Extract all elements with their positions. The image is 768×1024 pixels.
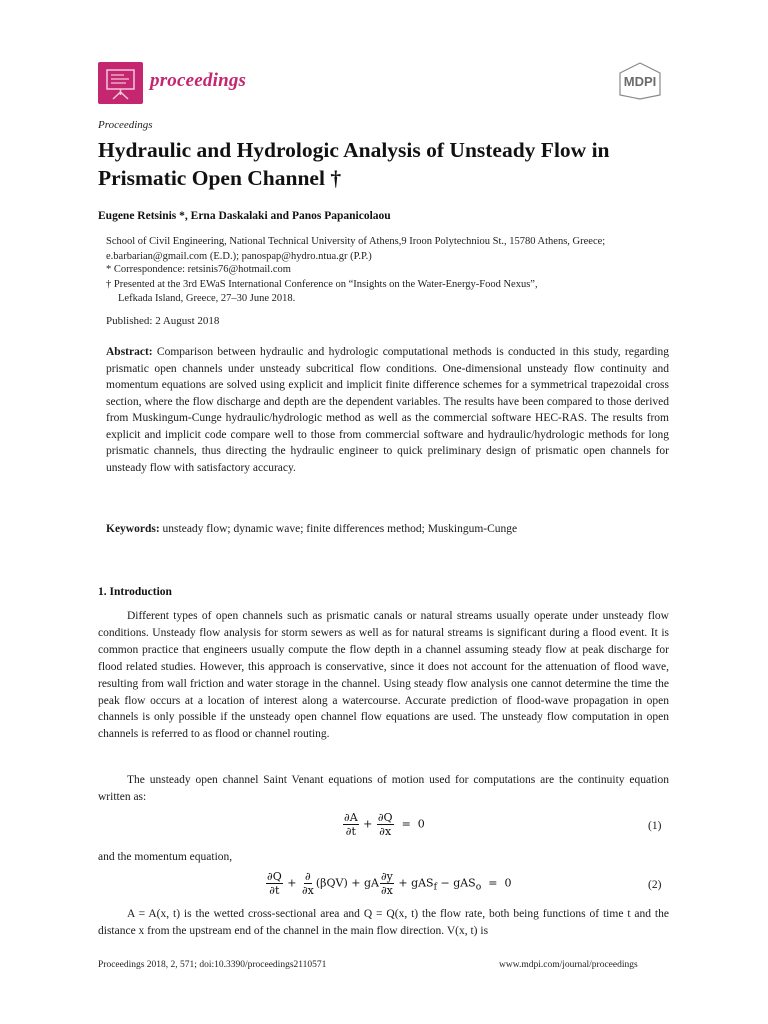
published-date: Published: 2 August 2018 bbox=[106, 315, 220, 327]
continuity-intro: The unsteady open channel Saint Venant equations of motion used for computations are the continuity equation written as: bbox=[98, 774, 669, 803]
section-heading: 1. Introduction bbox=[98, 586, 172, 598]
presented-note-cont: Lefkada Island, Greece, 27–30 June 2018. bbox=[118, 293, 296, 304]
proceedings-logo bbox=[98, 62, 143, 104]
affiliation: School of Civil Engineering, National Technical University of Athens,9 Iroon Polytechniou St., 15780 Athens, Greece; e.barbarian@gmail.com (E.D.); panospap@hydro.ntua.gr (P.P.) bbox=[106, 236, 606, 262]
momentum-intro: and the momentum equation, bbox=[98, 851, 233, 863]
abstract bbox=[106, 344, 669, 476]
equation-1-number: (1) bbox=[648, 820, 662, 832]
journal-label: Proceedings bbox=[98, 119, 153, 131]
keywords bbox=[106, 521, 669, 538]
correspondence: * Correspondence: retsinis76@hotmail.com bbox=[106, 264, 291, 275]
mdpi-logo bbox=[610, 62, 670, 100]
equation-2: $\frac{\partial Q}{\partial t}$ + $\frac{\partial}{\partial x}$ (βQV) + gA $\frac{\partial y}{\partial x}$ + gAS$_f$ − gAS$_o$ = 0 bbox=[267, 870, 512, 897]
footer-citation: Proceedings 2018, 2, 571; doi:10.3390/proceedings2110571 bbox=[98, 960, 327, 970]
publisher-name: MDPI bbox=[623, 74, 657, 89]
author-list: Eugene Retsinis *, Erna Daskalaki and Panos Papanicolaou bbox=[98, 210, 391, 222]
journal-wordmark: proceedings bbox=[150, 70, 247, 91]
intro-paragraph: Different types of open channels such as prismatic canals or natural streams usually operate under unsteady flow conditions. Unsteady flow analysis for storm sewers as well as for natural streams is significant during a flood event. It is common practice that engineers usually compute the flow depth in a channel assuming steady flow at peak discharge for flood related studies. However, this approach is conservative, since it does not account for the attenuation of flood wave, resulting from wall friction and water storage in the channel. Using steady flow analysis one cannot determine the time the peak flow occurs at a location of interest along a watercourse. Accurate prediction of flood-wave propagation in open channels is only possible if the unsteady open channel flow equations are used. The unsteady flow computation in open channels is referred to as flood or channel routing. bbox=[98, 610, 669, 741]
variables-paragraph: A = A(x, t) is the wetted cross-sectional area and Q = Q(x, t) the flow rate, both being functions of time t and the distance x from the upstream end of the channel in the main flow direction. V(x, t) is bbox=[98, 908, 669, 937]
abstract-text: Comparison between hydraulic and hydrologic computational methods is conducted in this study, regarding prismatic open channels under unsteady subcritical flow conditions. One-dimensional unsteady flow continuity and momentum equations are solved using explicit and implicit finite difference schemes for a symmetrical trapezoidal cross section, where the flow discharge and depth are the dependent variables. The results have been compared to those derived from Muskingum-Cunge hydraulic/hydrologic method as well as the commercial software HEC-RAS. The results from explicit and implicit code compare well to those from commercial software and hydraulic/hydrologic methods for long prismatic channels, thus directing the hydraulic engineer to quick preliminary design of prismatic open channels for unsteady flow with satisfactory accuracy. bbox=[106, 346, 669, 474]
paper-title: Hydraulic and Hydrologic Analysis of Unsteady Flow in Prismatic Open Channel † bbox=[98, 138, 610, 190]
abstract-label: Abstract: bbox=[106, 346, 153, 358]
keywords-label: Keywords: bbox=[106, 523, 160, 535]
equation-1: $\frac{\partial A}{\partial t}$ + $\frac{\partial Q}{\partial x}$ = 0 bbox=[344, 811, 425, 838]
presentation-board-icon bbox=[98, 62, 143, 104]
footer-url[interactable]: www.mdpi.com/journal/proceedings bbox=[499, 960, 638, 970]
keywords-text: unsteady flow; dynamic wave; finite differences method; Muskingum-Cunge bbox=[162, 523, 518, 535]
presented-note: † Presented at the 3rd EWaS International Conference on “Insights on the Water-Energy-Food Nexus”, bbox=[106, 279, 538, 290]
equation-2-number: (2) bbox=[648, 879, 662, 891]
